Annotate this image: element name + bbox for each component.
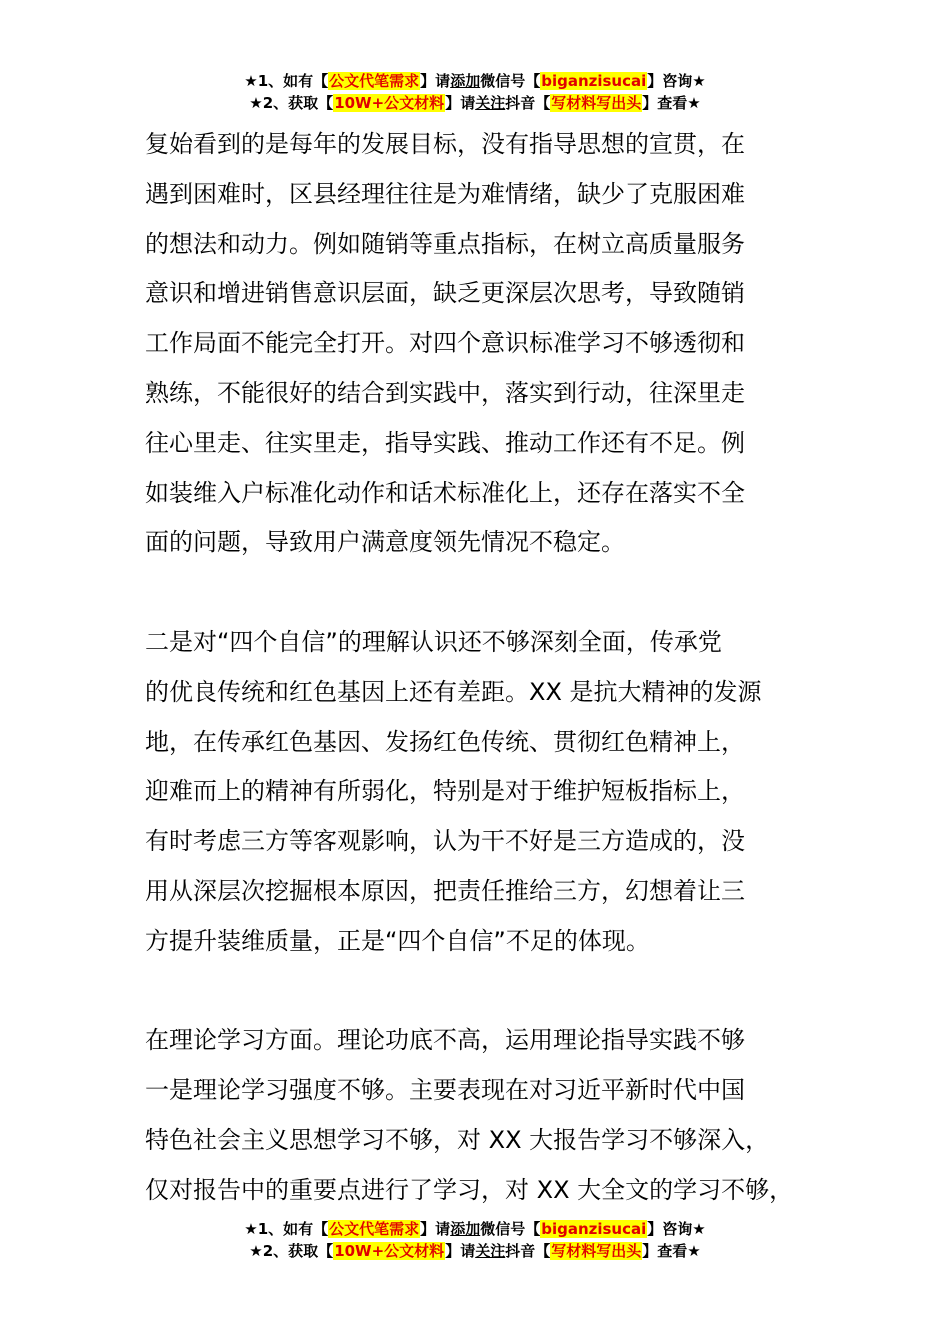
promo-line-2 [0, 1240, 950, 1262]
promo-highlight: biganzisucai [541, 72, 647, 90]
promo-line-1 [0, 1218, 950, 1240]
promo-banner-top [0, 70, 950, 114]
text-line: 面的问题，导致用户满意度领先情况不稳定。 [145, 528, 625, 557]
text-line: 的优良传统和红色基因上还有差距。XX 是抗大精神的发源 [145, 677, 762, 706]
promo-text: 微信号【 [480, 1220, 541, 1238]
promo-banner-bottom [0, 1218, 950, 1262]
promo-highlight: 公文代笔需求 [329, 1220, 420, 1238]
paragraph-gap [145, 967, 810, 1017]
promo-text: 抖音【 [505, 94, 551, 112]
promo-text: ★2、获取【 [249, 94, 334, 112]
promo-highlight: biganzisucai [541, 1220, 647, 1238]
text-line: 意识和增进销售意识层面，缺乏更深层次思考，导致随销 [145, 279, 745, 308]
document-body [145, 120, 810, 1216]
text-line: 仅对报告中的重要点进行了学习，对 XX 大全文的学习不够， [145, 1175, 794, 1204]
promo-text: 】查看★ [642, 94, 701, 112]
promo-highlight: 写材料写出头 [551, 1242, 642, 1260]
text-line: 复始看到的是每年的发展目标，没有指导思想的宣贯，在 [145, 130, 745, 158]
promo-underline: 添加 [450, 72, 481, 90]
text-line: 工作局面不能完全打开。对四个意识标准学习不够透彻和 [145, 329, 745, 358]
paragraph-gap [145, 568, 810, 618]
promo-text: 】请 [445, 1242, 476, 1260]
promo-text: ★2、获取【 [249, 1242, 334, 1260]
text-line: 有时考虑三方等客观影响，认为干不好是三方造成的，没 [145, 827, 745, 856]
promo-highlight: 写材料写出头 [551, 94, 642, 112]
paragraph-1 [145, 120, 810, 568]
paragraph-2 [145, 618, 810, 967]
promo-text: ★1、如有【 [244, 1220, 329, 1238]
promo-underline: 关注 [475, 1242, 506, 1260]
promo-highlight: 10W+公文材料 [334, 1242, 445, 1260]
promo-text: 】咨询★ [647, 1220, 706, 1238]
promo-text: 】查看★ [642, 1242, 701, 1260]
promo-text: 抖音【 [505, 1242, 551, 1260]
text-line: 一是理论学习强度不够。主要表现在对习近平新时代中国 [145, 1076, 745, 1105]
text-line: 用从深层次挖掘根本原因，把责任推给三方，幻想着让三 [145, 876, 745, 905]
promo-underline: 关注 [475, 94, 506, 112]
text-line: 如装维入户标准化动作和话术标准化上，还存在落实不全 [145, 478, 745, 507]
promo-highlight: 10W+公文材料 [334, 94, 445, 112]
promo-line-1 [0, 70, 950, 92]
text-line: 在理论学习方面。理论功底不高，运用理论指导实践不够 [145, 1026, 745, 1055]
promo-line-2 [0, 92, 950, 114]
promo-underline: 添加 [450, 1220, 481, 1238]
promo-text: 】请 [420, 72, 451, 90]
text-line: 往心里走、往实里走，指导实践、推动工作还有不足。例 [145, 428, 745, 457]
text-line: 的想法和动力。例如随销等重点指标，在树立高质量服务 [145, 229, 745, 258]
text-line: 方提升装维质量，正是“四个自信”不足的体现。 [145, 926, 650, 955]
paragraph-3 [145, 1016, 810, 1215]
promo-text: 微信号【 [480, 72, 541, 90]
text-line: 二是对“四个自信”的理解认识还不够深刻全面，传承党 [145, 627, 722, 656]
text-line: 特色社会主义思想学习不够，对 XX 大报告学习不够深入， [145, 1125, 770, 1154]
promo-text: 】请 [445, 94, 476, 112]
text-line: 熟练，不能很好的结合到实践中，落实到行动，往深里走 [145, 378, 745, 407]
promo-text: ★1、如有【 [244, 72, 329, 90]
promo-text: 】请 [420, 1220, 451, 1238]
text-line: 地，在传承红色基因、发扬红色传统、贯彻红色精神上， [145, 727, 745, 756]
text-line: 遇到困难时，区县经理往往是为难情绪，缺少了克服困难 [145, 179, 745, 208]
promo-text: 】咨询★ [647, 72, 706, 90]
promo-highlight: 公文代笔需求 [329, 72, 420, 90]
text-line: 迎难而上的精神有所弱化，特别是对于维护短板指标上， [145, 777, 745, 806]
